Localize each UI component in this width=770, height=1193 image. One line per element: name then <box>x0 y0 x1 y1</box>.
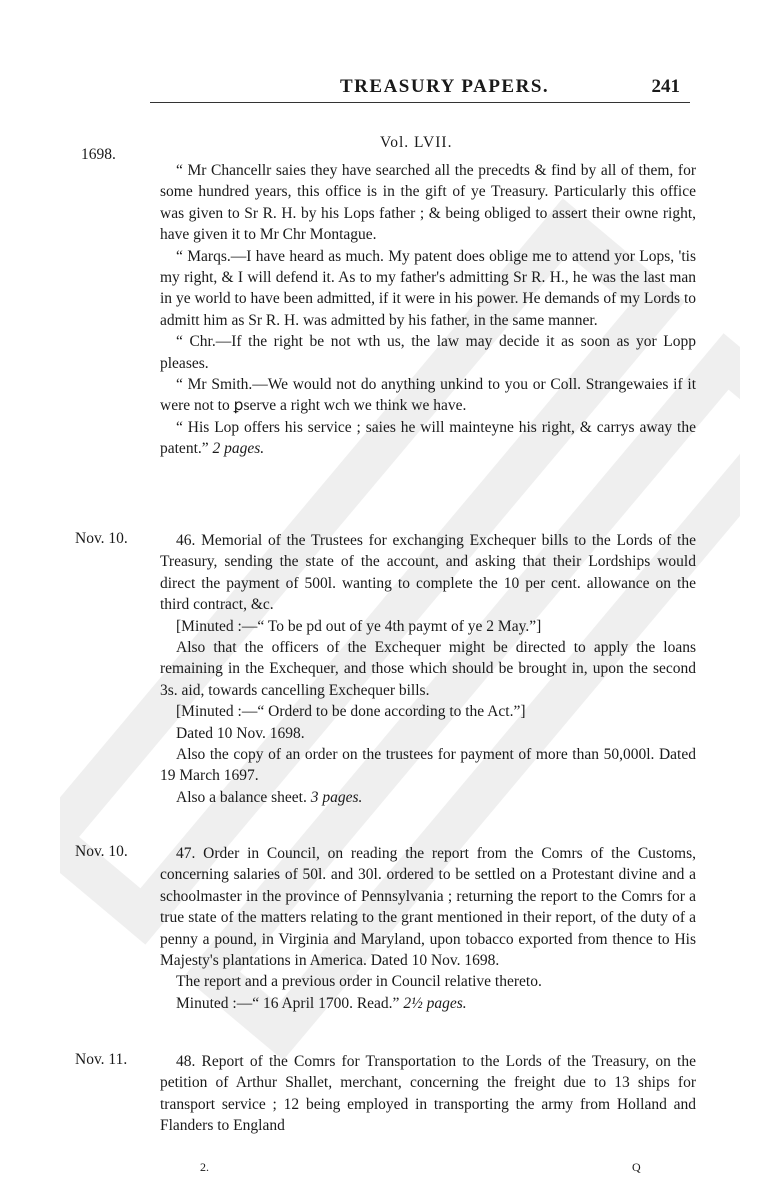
minute-note: [Minuted :—“ To be pd out of ye 4th paymt of ye 2 May.”] <box>176 617 542 635</box>
entry-paragraph: 47. Order in Council, on reading the report from the Comrs of the Customs, concerning salaries of 50l. and 30l. ordered to be settled on a Protestant divine and a schoolmaster in the province of Pennsylvania ; returning the report to the Comrs for a true state of the matters relating to the grant mentioned in their report, of the duty of a penny a pound, in Virginia and Maryland, upon tobacco exported from thence to His Majesty's plantations in America. Dated 10 Nov. 1698. <box>160 845 696 970</box>
intro-paragraph: “ Marqs.—I have heard as much. My patent does oblige me to attend yor Lops, 'tis my right, & I will defend it. As to my father's admitting Sr R. H., he was the last man in ye world to have been admitted, if it were in his power. He demands of my Lords to admitt him as Sr R. H. was admitted by his father, in the same manner. <box>160 247 696 329</box>
entry-paragraph: Also that the officers of the Exchequer might be directed to apply the loans remaining in the Exchequer, and those which should be brought in, upon the second 3s. aid, towards cancelling Exchequer bills. <box>160 639 696 699</box>
entry-paragraph: 48. Report of the Comrs for Transportation to the Lords of the Treasury, on the petition of Arthur Shallet, merchant, concerning the freight due to 13 ships for transport service ; 12 being employed in transporting the army from Holland and Flanders to England <box>160 1053 696 1135</box>
running-header <box>150 70 700 104</box>
intro-block <box>160 160 696 460</box>
page-count: 2½ pages. <box>403 994 467 1012</box>
page-count: 3 pages. <box>310 788 363 806</box>
entry-46 <box>160 530 696 808</box>
entry-paragraph: Also the copy of an order on the trustees for payment of more than 50,000l. Dated 19 March 1697. <box>160 746 696 785</box>
intro-paragraph: “ Mr Chancellr saies they have searched all the precedts & find by all of them, for some hundred years, this office is in the gift of ye Treasury. Particularly this office was given to Sr R. H. by his Lops father ; & being obliged to assert their owne right, have given it to Mr Chr Montague. <box>160 162 696 244</box>
entry-date: Nov. 10. <box>75 530 128 547</box>
entry-48 <box>160 1051 696 1137</box>
entry-date: Nov. 11. <box>75 1051 128 1068</box>
intro-paragraph-text: “ His Lop offers his service ; saies he will mainteyne his right, & carrys away the patent.” <box>160 418 696 458</box>
page-number: 241 <box>651 76 680 97</box>
intro-paragraph: “ Mr Smith.—We would not do anything unkind to you or Coll. Strangewaies if it were not to ꝑserve a right wch we think we have. <box>160 376 696 415</box>
header-rule <box>150 102 690 103</box>
entry-paragraph <box>160 787 696 808</box>
entry-date: Nov. 10. <box>75 843 128 860</box>
minute-note: [Minuted :—“ Orderd to be done according to the Act.”] <box>176 703 526 721</box>
minute-text: Minuted :—“ 16 April 1700. Read.” <box>176 994 400 1012</box>
intro-paragraph: “ Chr.—If the right be not wth us, the law may decide it as soon as yor Lopp pleases. <box>160 333 696 372</box>
header-title: TREASURY PAPERS. <box>340 76 550 97</box>
intro-paragraph <box>160 417 696 460</box>
volume-heading: Vol. LVII. <box>380 134 453 151</box>
entry-date-line: Dated 10 Nov. 1698. <box>176 724 305 742</box>
signature-mark: 2. <box>200 1160 209 1174</box>
entry-47 <box>160 843 696 1014</box>
year-margin: 1698. <box>81 146 116 163</box>
gathering-mark: Q <box>632 1160 641 1174</box>
page-count: 2 pages. <box>212 440 265 458</box>
entry-paragraph: 46. Memorial of the Trustees for exchanging Exchequer bills to the Lords of the Treasury, sending the state of the account, and asking that their Lordships would direct the payment of 500l. wanting to complete the 10 per cent. allowance on the third contract, &c. <box>160 532 696 614</box>
entry-paragraph: The report and a previous order in Council relative thereto. <box>176 973 542 991</box>
entry-paragraph-text: Also a balance sheet. <box>176 788 307 806</box>
minute-note <box>160 993 696 1014</box>
